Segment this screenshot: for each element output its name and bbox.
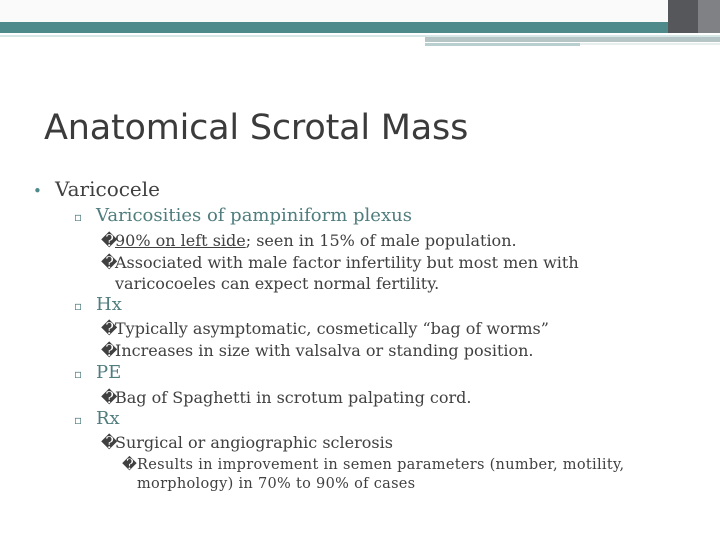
item-marker-icon: � — [101, 433, 118, 452]
item-infertility-cont: varicocoeles can expect normal fertility. — [115, 274, 440, 293]
item-text: Typically asymptomatic, cosmetically “bag of worms” — [115, 319, 549, 338]
item-underlined-text: 90% on left side — [115, 231, 246, 250]
item-marker-icon: � — [101, 388, 118, 407]
subitem-results — [122, 455, 624, 475]
square-bullet-icon: ▫ — [74, 299, 83, 313]
item-marker-icon: � — [101, 319, 118, 338]
item-text: ; seen in 15% of male population. — [245, 231, 517, 250]
item-marker-icon: � — [101, 231, 118, 250]
item-text: Surgical or angiographic sclerosis — [115, 433, 393, 452]
subheading-varicosities — [74, 205, 412, 226]
square-bullet-icon: ▫ — [74, 210, 83, 224]
subheading-text: Rx — [96, 408, 120, 429]
item-spaghetti — [101, 387, 471, 408]
item-text: Associated with male factor infertility but most men with — [115, 253, 579, 272]
subheading-rx — [74, 408, 120, 429]
subheading-pe — [74, 362, 121, 383]
subitem-results-cont: morphology) in 70% to 90% of cases — [137, 476, 416, 492]
item-sclerosis — [101, 432, 393, 453]
subheading-text: Varicosities of pampiniform plexus — [96, 205, 412, 226]
item-text: Results in improvement in semen parameters (number, motility, — [137, 457, 625, 473]
item-text: Increases in size with valsalva or standing position. — [115, 341, 534, 360]
item-text: Bag of Spaghetti in scrotum palpating cord. — [115, 388, 472, 407]
square-bullet-icon: ▫ — [74, 413, 83, 427]
subheading-text: Hx — [96, 294, 122, 315]
item-left-side — [101, 230, 517, 251]
item-marker-icon: � — [101, 341, 118, 360]
bullet-varicocele — [33, 177, 160, 201]
item-marker-icon: � — [122, 457, 138, 473]
subheading-hx — [74, 294, 122, 315]
item-asymptomatic — [101, 318, 549, 339]
bullet-text: Varicocele — [55, 177, 160, 201]
square-bullet-icon: ▫ — [74, 367, 83, 381]
item-valsalva — [101, 340, 534, 361]
slide-title: Anatomical Scrotal Mass — [44, 108, 469, 148]
bullet-icon: • — [33, 182, 42, 200]
item-marker-icon: � — [101, 253, 118, 272]
item-infertility — [101, 252, 579, 273]
subheading-text: PE — [96, 362, 122, 383]
